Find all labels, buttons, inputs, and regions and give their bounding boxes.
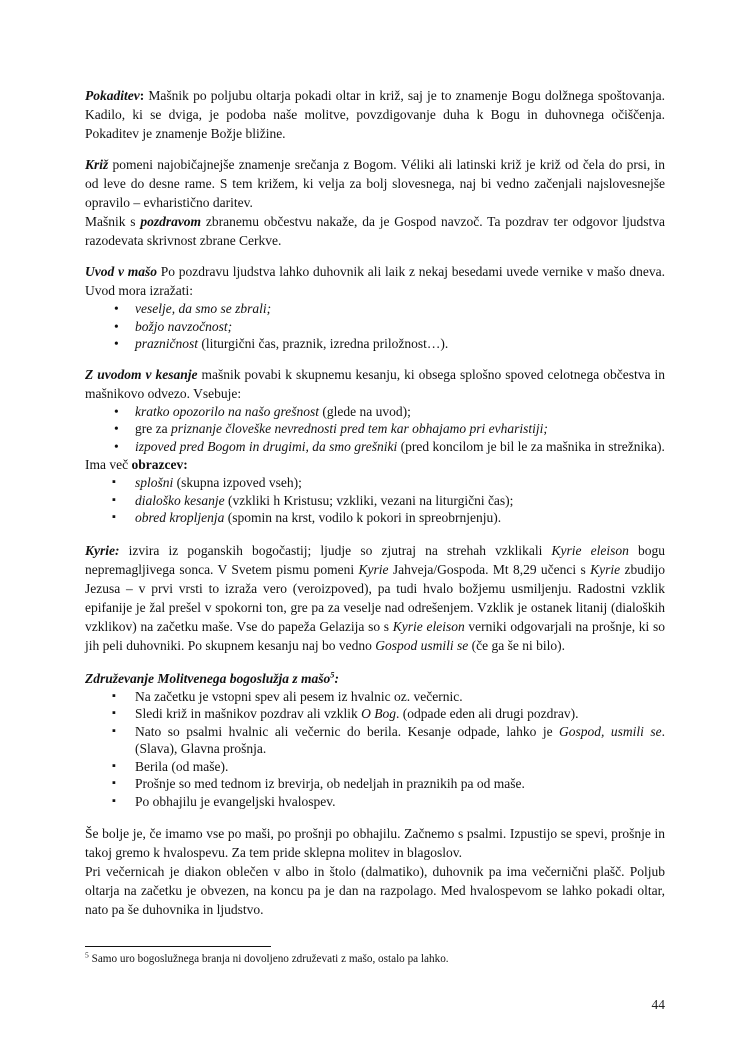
list-item	[135, 705, 665, 723]
text-run: Sledi križ in mašnikov pozdrav ali vzklik	[135, 706, 362, 721]
bullet-list	[85, 300, 665, 353]
list-item	[135, 300, 665, 318]
text-run: Kyrie:	[85, 542, 120, 558]
text-run: pozdravom	[140, 214, 202, 229]
text-run: Kyrie	[358, 561, 389, 577]
text-run: Kyrie eleison	[392, 618, 465, 634]
document-body	[85, 86, 665, 919]
text-run: Berila (od maše).	[135, 758, 229, 774]
text-run: mašnik povabi k skupnemu kesanju, ki obsega splošno spoved celotnega občestva in mašnikovo odvezo. Vsebuje:	[85, 366, 665, 401]
text-run: Ima več	[85, 457, 132, 472]
list-item	[135, 723, 665, 758]
text-run: Z uvodom v kesanje	[85, 366, 198, 382]
paragraph	[85, 541, 665, 655]
list-item	[135, 438, 665, 456]
text-run: pomeni najobičajnejše znamenje srečanja z Bogom. Véliki ali latinski križ je križ od čela do prsi, in od leve do desne rame. S tem križem, ki velja za bolj slovesnega, naj bi vedno začenjali najslovesnejše opravilo – evharistično daritev.	[85, 157, 665, 210]
text-run: Križ	[85, 157, 109, 172]
text-run: (skupna izpoved vseh);	[173, 475, 302, 490]
footnote-separator-rule	[85, 946, 271, 947]
text-run: 5	[330, 670, 335, 679]
list-item	[135, 775, 665, 793]
list-item	[135, 420, 665, 438]
text-run: Po pozdravu ljudstva lahko duhovnik ali laik z nekaj besedami uvede vernike v mašo dneva. Uvod mora izražati:	[85, 264, 665, 298]
text-run: obrazcev:	[131, 457, 188, 472]
text-run: Mašnik po poljubu oltarja pokadi oltar in križ, saj je to znamenje Bogu dolžnega spoštovanja. Kadilo, ki se dviga, je podoba naše molitve, povzdigovanje duha k Bogu in duhovnega očiščenja. Pokaditev je znamenje Božje bližine.	[85, 88, 665, 141]
text-run: Gospod, usmili se	[559, 723, 662, 739]
text-run: Nato so psalmi hvalnic ali večernic do berila. Kesanje odpade, lahko je	[135, 723, 560, 739]
text-run: prazničnost	[135, 336, 199, 351]
list-item	[135, 509, 665, 527]
text-run: . (odpade eden ali drugi pozdrav).	[395, 706, 579, 721]
paragraph	[85, 212, 665, 250]
text-run: Kyrie	[590, 561, 621, 577]
text-run: kratko opozorilo na našo grešnost	[135, 403, 320, 419]
text-run: Kyrie eleison	[551, 542, 629, 558]
bullet-list	[85, 688, 665, 811]
text-run: Združevanje Molitvenega bogoslužja z mašo	[85, 670, 331, 686]
list-item	[135, 492, 665, 510]
text-run: (spomin na krst, vodilo k pokori in spreobrnjenju).	[224, 510, 502, 525]
bullet-list	[85, 474, 665, 527]
text-run: Pokaditev	[85, 88, 140, 103]
footnote-marker: 5	[85, 950, 89, 960]
list-item	[135, 758, 665, 776]
paragraph	[85, 455, 665, 474]
text-run: Mašnik s	[85, 214, 141, 229]
text-run: (pred koncilom je bil le za mašnika in strežnika).	[397, 438, 665, 454]
footnote	[85, 952, 665, 966]
text-run: Na začetku je vstopni spev ali pesem iz hvalnic oz. večernic.	[135, 688, 463, 704]
text-run: obred kropljenja	[135, 510, 225, 525]
text-run: izvira iz poganskih bogočastij; ljudje so zjutraj na strehah vzklikali	[119, 542, 552, 558]
text-run: Uvod v mašo	[85, 264, 157, 279]
text-run: božjo navzočnost;	[135, 318, 233, 334]
text-run: (liturgični čas, praznik, izredna priložnost…).	[198, 336, 449, 351]
text-run: zbudijo Jezusa – v prvi vrsti to izraža vero (veroizpoved), pa tudi hvalo božjemu usmiljenju. Radostni vzklik epifanije je žal prešel v spokorni ton, gre pa za veselje nad odrešenjem. Vzklik je ostanek litanij (dialoških vzklikov) na začetku maše. Vse do papeža Gelazija so s	[85, 561, 665, 634]
paragraph	[85, 86, 665, 143]
text-run: :	[334, 670, 339, 686]
list-item	[135, 318, 665, 336]
text-run: (glede na uvod);	[319, 403, 411, 419]
page-number: 44	[651, 997, 665, 1012]
text-run: Še bolje je, če imamo vse po maši, po prošnji po obhajilu. Začnemo s psalmi. Izpustijo se spevi, prošnje in takoj gremo k hvalospevu. Za tem pride sklepna molitev in blagoslov.	[85, 826, 665, 860]
text-run: zbranemu občestvu nakaže, da je Gospod navzoč. Ta pozdrav ter odgovor ljudstva razodevata skrivnost zbrane Cerkve.	[85, 214, 665, 248]
text-run: Jahveja/Gospoda. Mt 8,29 učenci s	[388, 561, 591, 577]
text-run: Prošnje so med tednom iz brevirja, ob nedeljah in praznikih pa od maše.	[135, 776, 525, 791]
text-run: Po obhajilu je evangeljski hvalospev.	[135, 793, 336, 809]
text-run: :	[139, 88, 145, 103]
paragraph	[85, 155, 665, 212]
list-item	[135, 688, 665, 706]
footnote-area	[85, 946, 665, 966]
text-run: gre za	[135, 421, 171, 436]
paragraph	[85, 669, 665, 688]
paragraph	[85, 862, 665, 919]
paragraph	[85, 365, 665, 403]
text-run: splošni	[135, 475, 174, 490]
text-run: priznanje človeške nevrednosti pred tem kar obhajamo pri evharistiji;	[170, 421, 548, 436]
text-run: (če ga še ni bilo).	[468, 637, 565, 653]
text-run: . (Slava), Glavna prošnja.	[135, 723, 665, 756]
text-run: (vzkliki h Kristusu; vzkliki, vezani na liturgični čas);	[224, 492, 514, 508]
footnote-text: Samo uro bogoslužnega branja ni dovoljeno združevati z mašo, ostalo pa lahko.	[91, 953, 449, 965]
list-item	[135, 474, 665, 492]
text-run: Gospod usmili se	[375, 637, 469, 653]
bullet-list	[85, 403, 665, 456]
text-run: izpoved pred Bogom in drugimi, da smo grešniki	[135, 438, 398, 454]
paragraph	[85, 824, 665, 862]
text-run: O Bog	[361, 706, 396, 721]
paragraph	[85, 262, 665, 300]
text-run: veselje, da smo se zbrali;	[135, 301, 272, 316]
list-item	[135, 335, 665, 353]
text-run: verniki odgovarjali na prošnje, ki so jih peli duhovniki. Po skupnem kesanju naj bo vedno	[85, 618, 665, 653]
list-item	[135, 793, 665, 811]
text-run: Pri večernicah je diakon oblečen v albo in štolo (dalmatiko), duhovnik pa ima večernični plašč. Poljub oltarja na začetku je obvezen, na koncu pa je dan na razpolago. Med hvalospevom se lahko pokadi oltar, nato pa še duhovnika in ljudstvo.	[85, 864, 665, 917]
text-run: bogu nepremagljivega sonca. V Svetem pismu pomeni	[85, 542, 666, 577]
list-item	[135, 403, 665, 421]
text-run: dialoško kesanje	[135, 492, 225, 508]
